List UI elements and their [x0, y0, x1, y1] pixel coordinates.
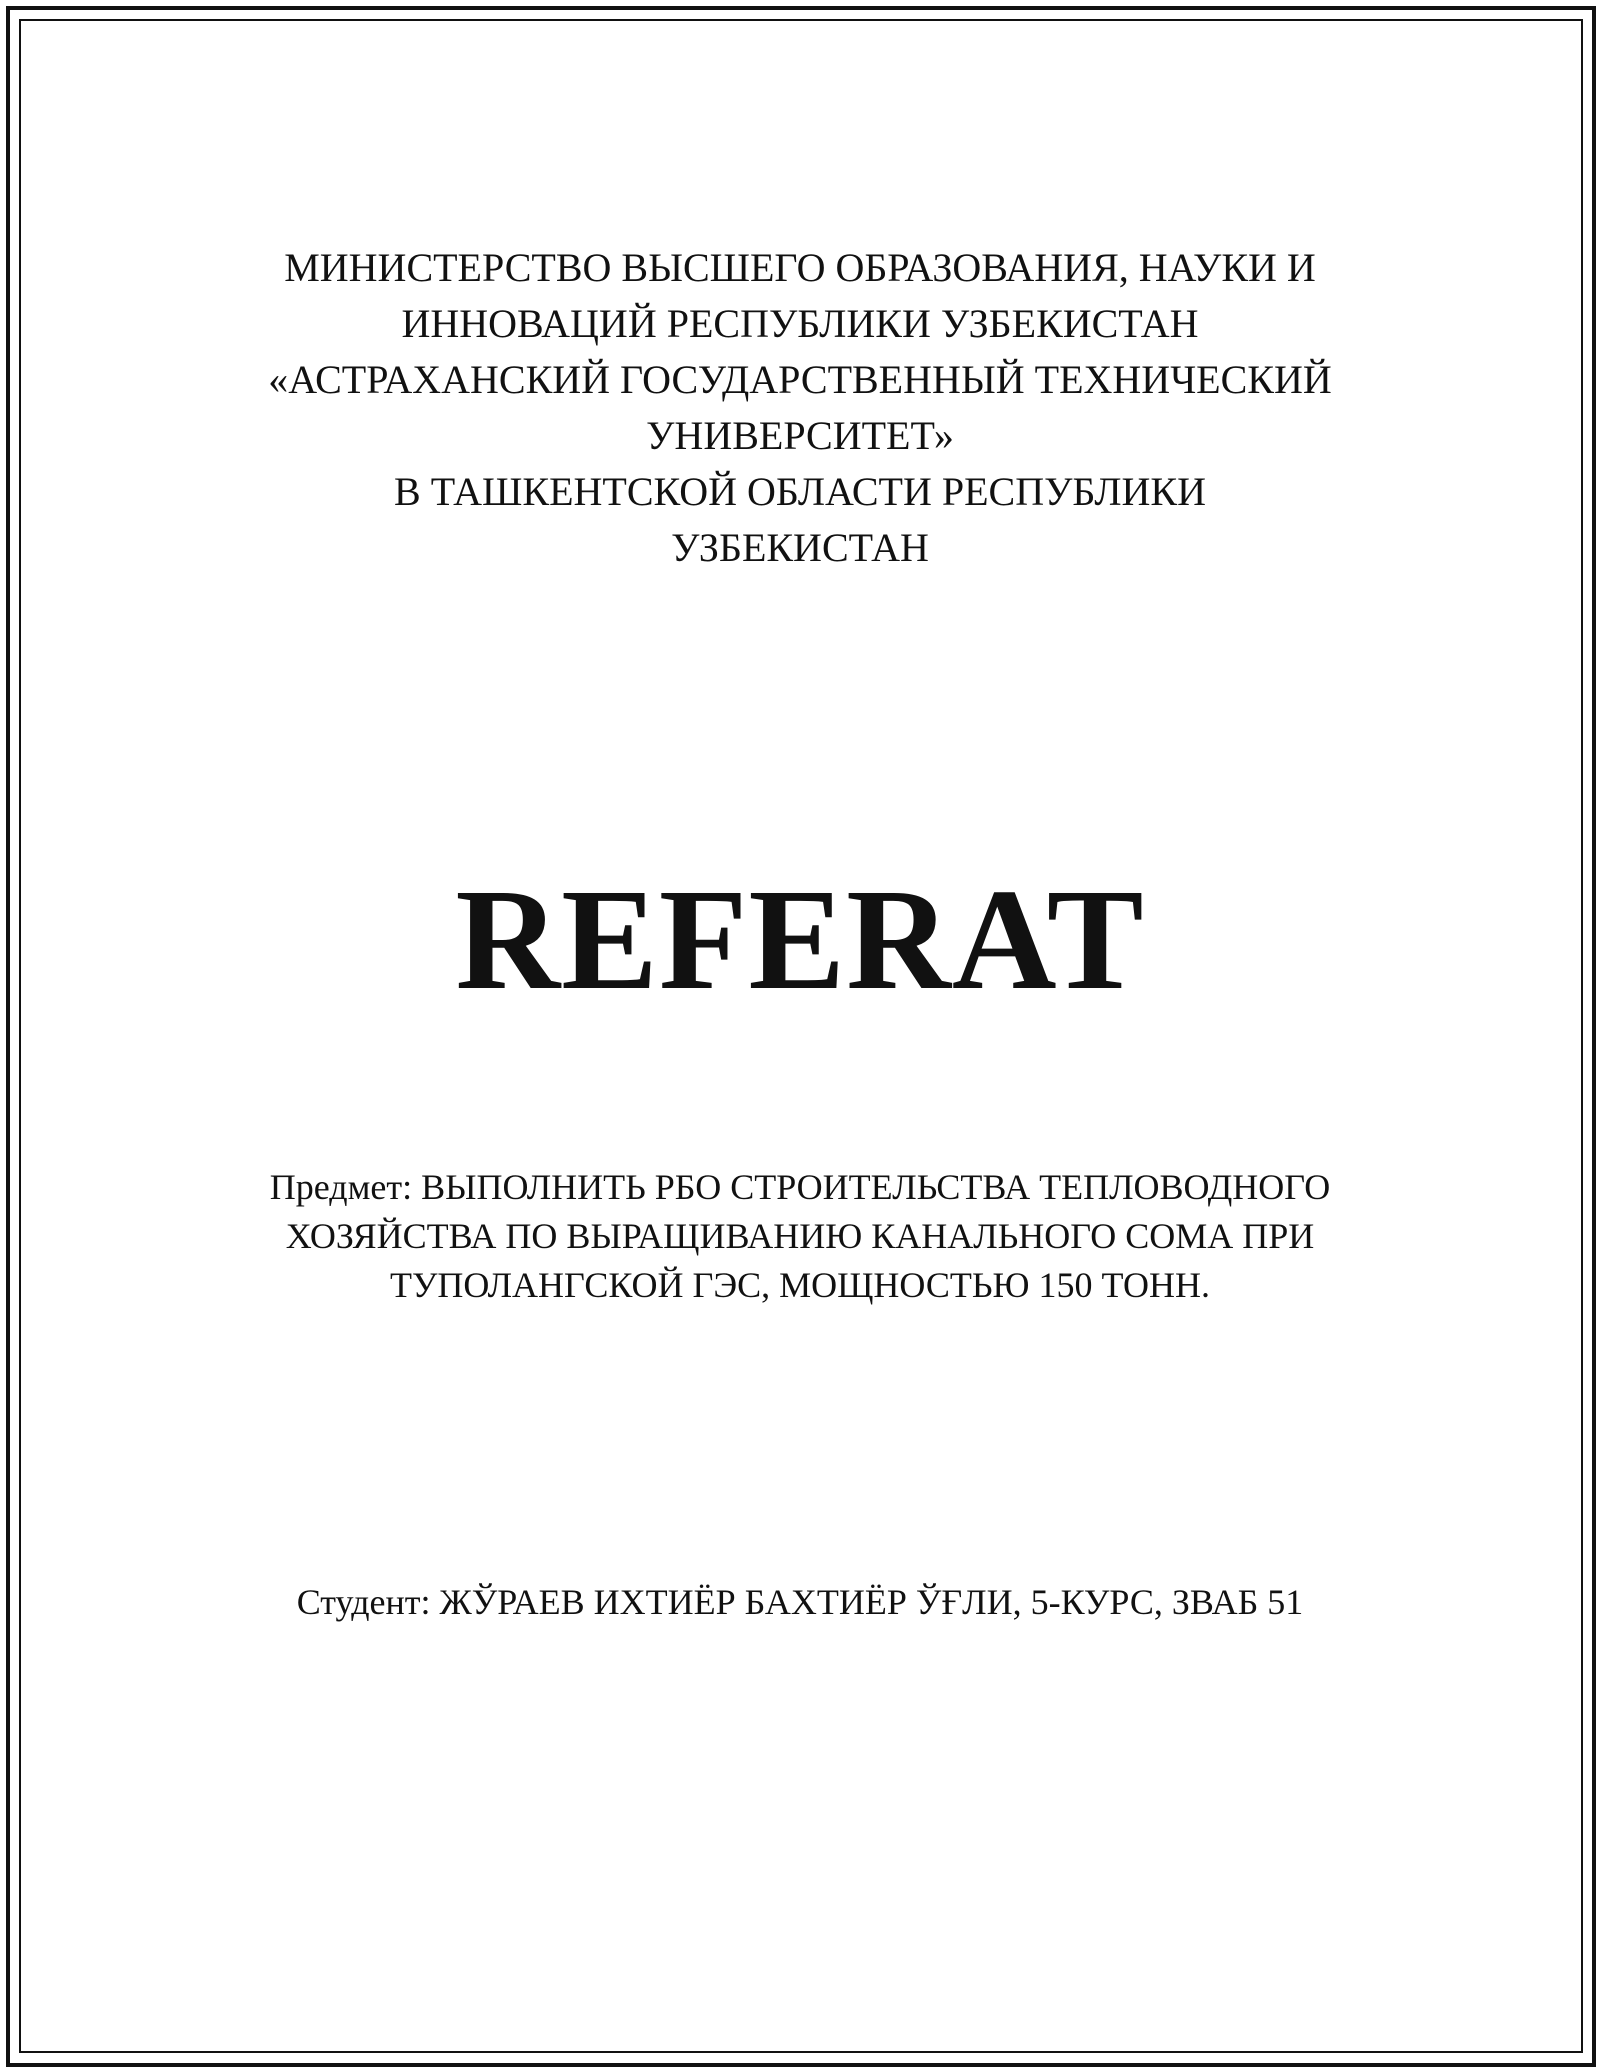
subject-line: ХОЗЯЙСТВА ПО ВЫРАЩИВАНИЮ КАНАЛЬНОГО СОМА ПРИ: [285, 1216, 1315, 1256]
subject-line: ТУПОЛАНГСКОЙ ГЭС, МОЩНОСТЬЮ 150 ТОНН.: [389, 1265, 1211, 1305]
header-line: УНИВЕРСИТЕТ»: [646, 413, 954, 458]
header-line: МИНИСТЕРСТВО ВЫСШЕГО ОБРАЗОВАНИЯ, НАУКИ И: [284, 245, 1316, 290]
document-title: REFERAT: [455, 860, 1145, 1020]
subject-block: [200, 1163, 1400, 1310]
header-line: ИННОВАЦИЙ РЕСПУБЛИКИ УЗБЕКИСТАН: [401, 301, 1199, 346]
header-line: «АСТРАХАНСКИЙ ГОСУДАРСТВЕННЫЙ ТЕХНИЧЕСКИЙ: [268, 357, 1332, 402]
student-info: Студент: ЖЎРАЕВ ИХТИЁР БАХТИЁР ЎҒЛИ, 5-КУРС, ЗВАБ 51: [296, 1582, 1304, 1622]
subject-line: Предмет: ВЫПОЛНИТЬ РБО СТРОИТЕЛЬСТВА ТЕПЛОВОДНОГО: [269, 1167, 1331, 1207]
header-line: УЗБЕКИСТАН: [671, 525, 929, 570]
institution-header: [200, 240, 1400, 576]
header-line: В ТАШКЕНТСКОЙ ОБЛАСТИ РЕСПУБЛИКИ: [394, 469, 1206, 514]
